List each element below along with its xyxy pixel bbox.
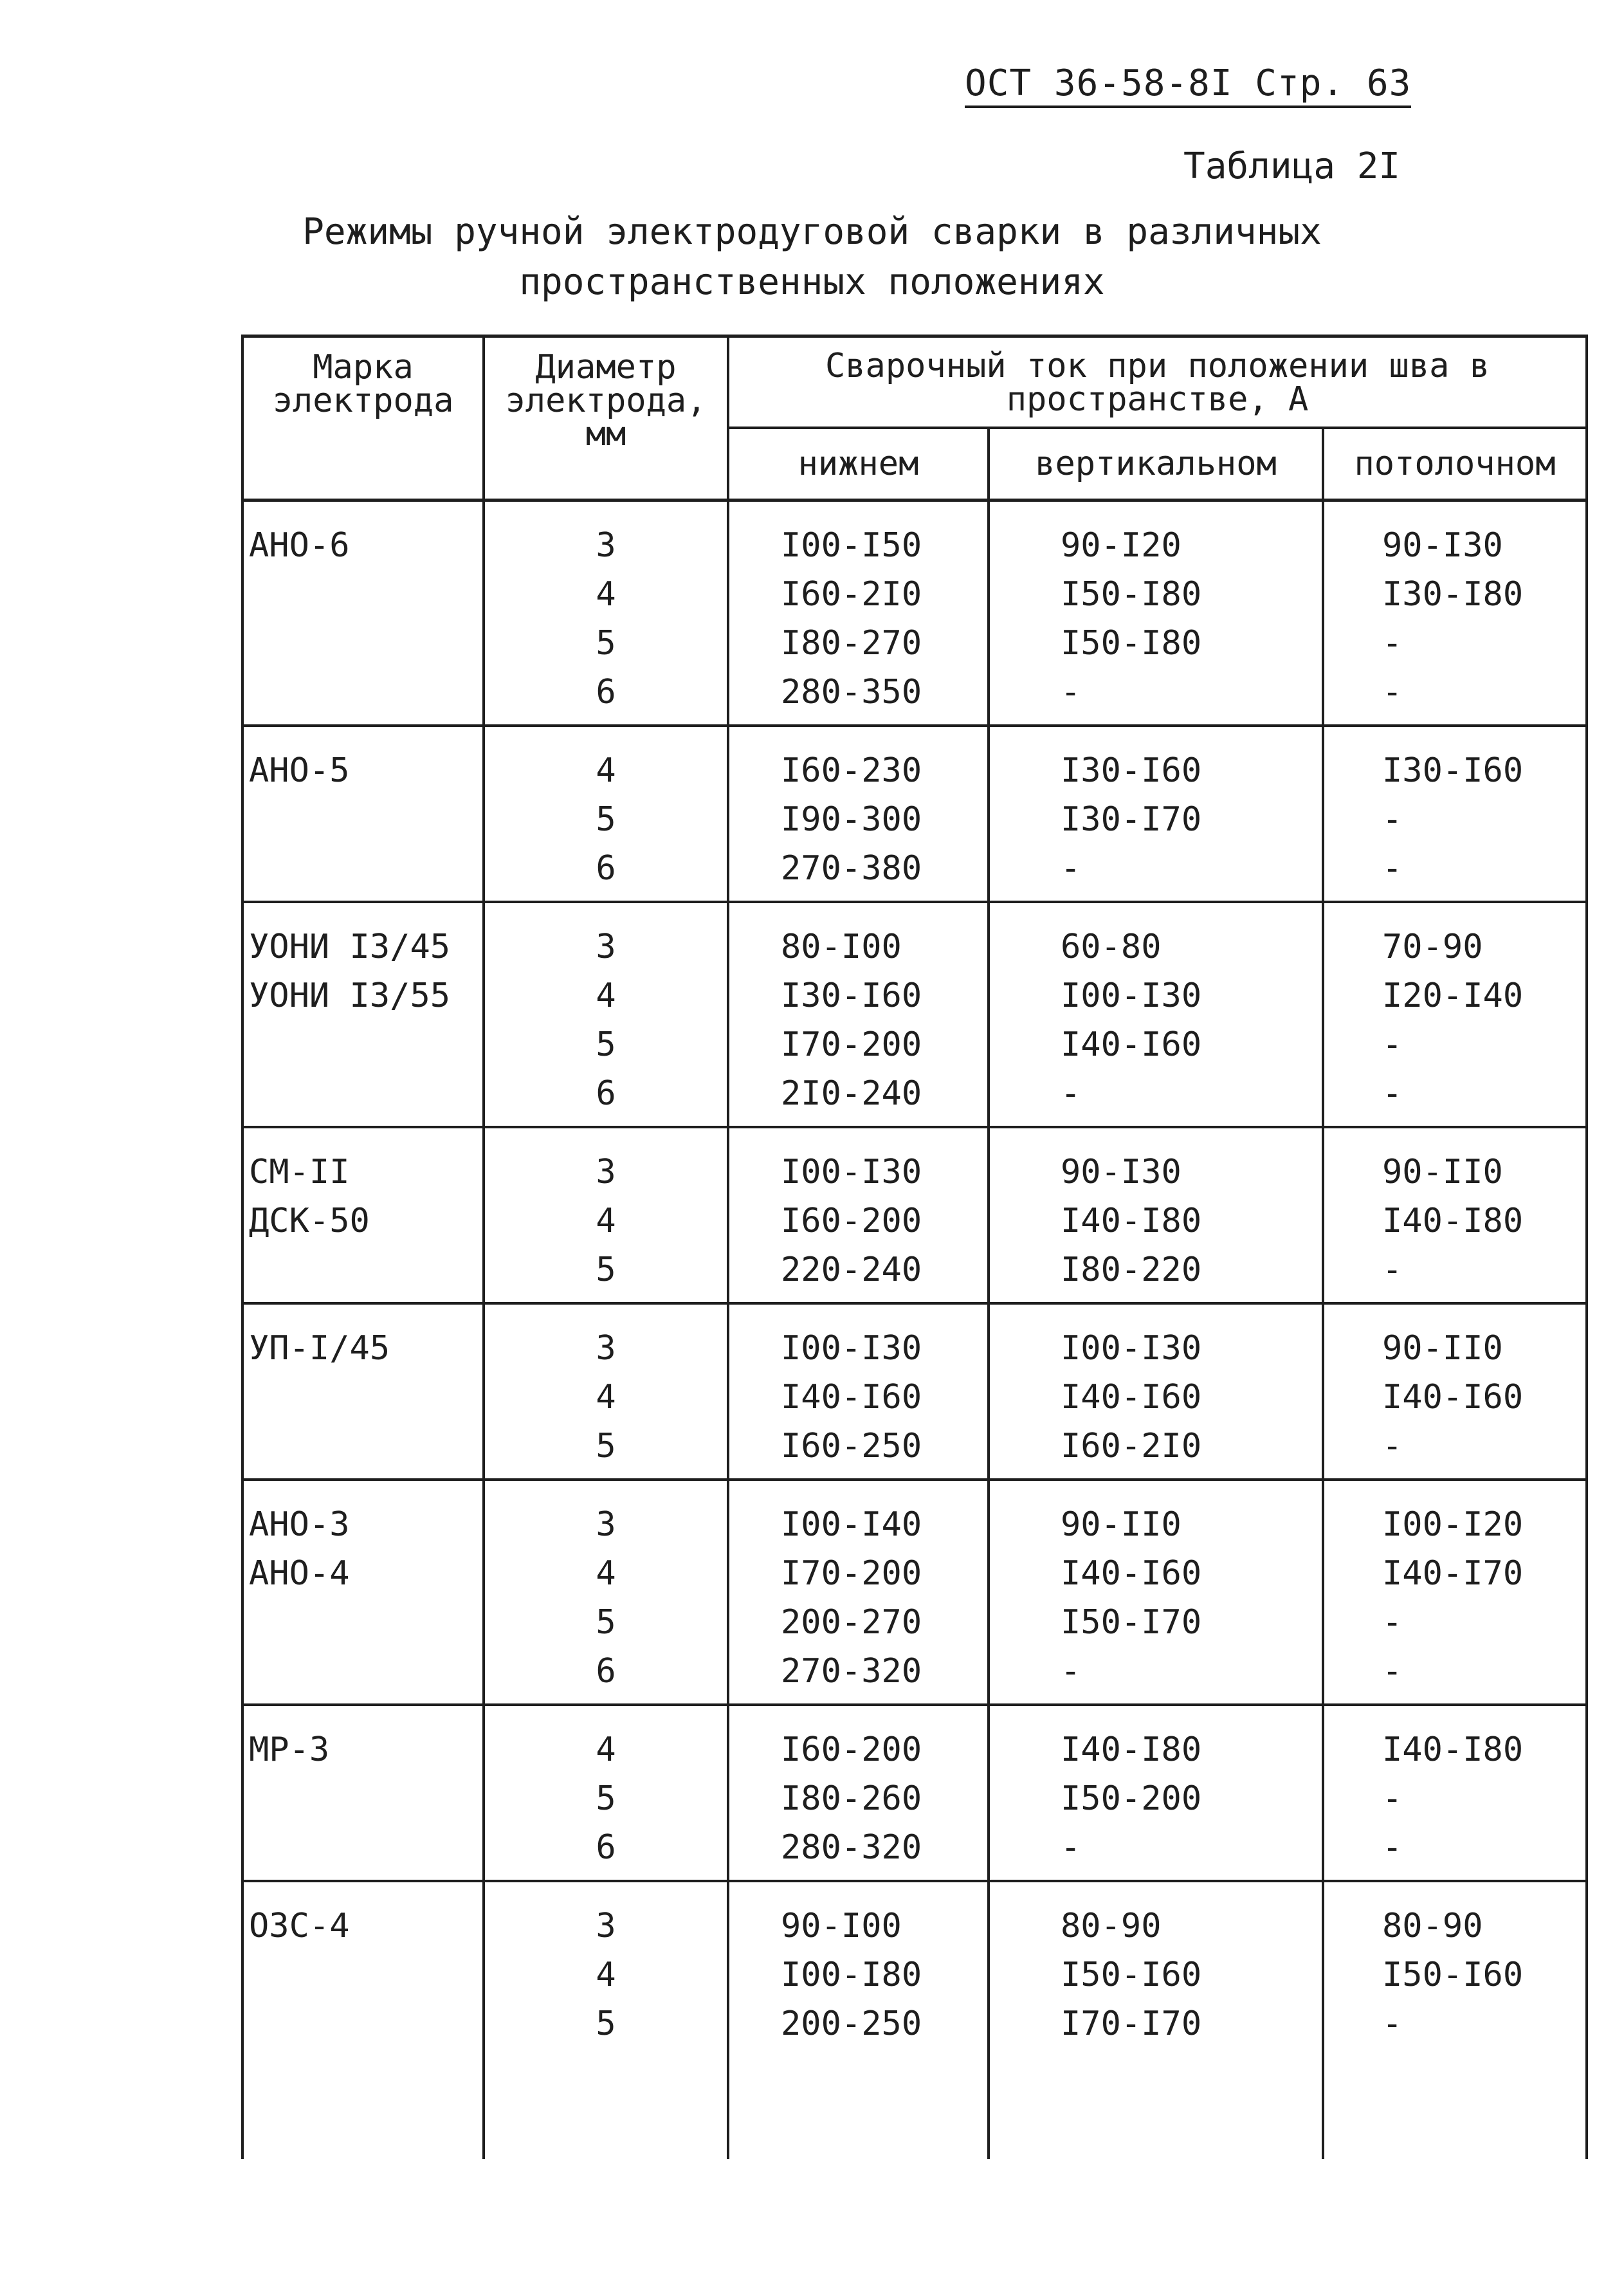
diameter-value: 3 (596, 1907, 616, 1945)
current-lower-cell (728, 1705, 989, 1881)
table-title-line-2: пространственных положениях (519, 261, 1105, 303)
current-vertical-cell (989, 1480, 1323, 1705)
current-ceiling-value: I30-I60 (1382, 751, 1524, 790)
diameter-value: 3 (596, 928, 616, 966)
diameter-value: 3 (596, 526, 616, 565)
current-ceiling-value: - (1382, 673, 1403, 711)
current-lower-value: I00-I30 (781, 1153, 922, 1191)
diameter-value: 4 (596, 1554, 616, 1593)
table-row (242, 1705, 1587, 1881)
diameter-value: 5 (596, 800, 616, 839)
current-ceiling-value: I20-I40 (1382, 977, 1524, 1015)
column-header-electrode-mark: Марка электрода (242, 336, 484, 500)
electrode-mark-cell (242, 1303, 484, 1480)
current-ceiling-value: I50-I60 (1382, 1956, 1524, 1994)
current-lower-cell (728, 726, 989, 902)
current-vertical-value: - (1061, 1652, 1081, 1691)
current-vertical-value: I70-I70 (1061, 2005, 1202, 2043)
current-vertical-cell (989, 902, 1323, 1127)
current-ceiling-value: 80-90 (1382, 1907, 1483, 1945)
current-ceiling-cell (1323, 1303, 1587, 1480)
current-vertical-value: I00-I30 (1061, 977, 1202, 1015)
diameter-value: 5 (596, 2005, 616, 2043)
current-lower-cell (728, 1881, 989, 2056)
diameter-value: 5 (596, 624, 616, 663)
current-lower-value: 280-320 (781, 1828, 922, 1867)
current-lower-value: I40-I60 (781, 1378, 922, 1417)
diameter-value: 4 (596, 1202, 616, 1240)
diameter-cell (484, 1127, 728, 1303)
current-ceiling-cell (1323, 1705, 1587, 1881)
electrode-mark: УОНИ I3/45 (249, 928, 451, 966)
current-vertical-value: I60-2I0 (1061, 1427, 1202, 1465)
table-row (242, 902, 1587, 1127)
current-vertical-value: I50-I70 (1061, 1603, 1202, 1642)
current-vertical-value: I40-I80 (1061, 1730, 1202, 1769)
current-lower-value: 280-350 (781, 673, 922, 711)
current-vertical-value: I40-I60 (1061, 1378, 1202, 1417)
current-ceiling-value: - (1382, 1251, 1403, 1289)
column-header-lower: нижнем (728, 428, 989, 500)
current-vertical-value: - (1061, 673, 1081, 711)
current-vertical-value: I50-I80 (1061, 624, 1202, 663)
current-vertical-value: 90-I30 (1061, 1153, 1182, 1191)
diameter-value: 3 (596, 1153, 616, 1191)
current-ceiling-cell (1323, 1127, 1587, 1303)
current-vertical-value: - (1061, 1828, 1081, 1867)
current-ceiling-value: - (1382, 2005, 1403, 2043)
current-ceiling-value: I40-I80 (1382, 1202, 1524, 1240)
electrode-mark-cell (242, 1881, 484, 2056)
table-tail (242, 2056, 1587, 2159)
diameter-value: 5 (596, 1603, 616, 1642)
electrode-mark: АНО-6 (249, 526, 350, 565)
current-lower-cell (728, 1127, 989, 1303)
electrode-mark-cell (242, 902, 484, 1127)
current-lower-value: I60-200 (781, 1730, 922, 1769)
diameter-value: 5 (596, 1251, 616, 1289)
electrode-mark: ДСК-50 (249, 1202, 370, 1240)
diameter-value: 5 (596, 1779, 616, 1818)
current-lower-value: 220-240 (781, 1251, 922, 1289)
diameter-value: 4 (596, 1956, 616, 1994)
current-lower-value: 270-380 (781, 849, 922, 888)
current-lower-cell (728, 1480, 989, 1705)
welding-modes-table (241, 335, 1588, 2159)
current-vertical-cell (989, 1303, 1323, 1480)
diameter-value: 6 (596, 849, 616, 888)
table-title-line-1: Режимы ручной электродуговой сварки в различных (302, 211, 1322, 253)
current-lower-value: I60-2I0 (781, 575, 922, 614)
current-vertical-value: I50-I60 (1061, 1956, 1202, 1994)
current-ceiling-value: I30-I80 (1382, 575, 1524, 614)
column-header-welding-current: Сварочный ток при положении шва в пространстве, А (728, 336, 1587, 428)
table-row (242, 1480, 1587, 1705)
current-vertical-cell (989, 1705, 1323, 1881)
current-vertical-cell (989, 726, 1323, 902)
current-ceiling-cell (1323, 726, 1587, 902)
current-vertical-value: I40-I60 (1061, 1554, 1202, 1593)
current-ceiling-value: - (1382, 849, 1403, 888)
current-ceiling-value: - (1382, 624, 1403, 663)
electrode-mark-cell (242, 1705, 484, 1881)
electrode-mark: УП-I/45 (249, 1329, 390, 1368)
current-lower-value: I00-I30 (781, 1329, 922, 1368)
current-vertical-value: 90-I20 (1061, 526, 1182, 565)
current-vertical-value: 60-80 (1061, 928, 1162, 966)
current-vertical-value: I30-I60 (1061, 751, 1202, 790)
current-lower-value: I70-200 (781, 1025, 922, 1064)
diameter-value: 5 (596, 1025, 616, 1064)
current-vertical-value: - (1061, 1074, 1081, 1113)
table-body (242, 500, 1587, 2057)
diameter-value: 3 (596, 1329, 616, 1368)
table-row (242, 1127, 1587, 1303)
current-vertical-value: I40-I60 (1061, 1025, 1202, 1064)
current-ceiling-value: - (1382, 1427, 1403, 1465)
electrode-mark: АНО-4 (249, 1554, 350, 1593)
current-lower-value: I00-I40 (781, 1505, 922, 1544)
current-vertical-cell (989, 1127, 1323, 1303)
current-ceiling-value: I00-I20 (1382, 1505, 1524, 1544)
current-lower-value: I60-200 (781, 1202, 922, 1240)
diameter-value: 5 (596, 1427, 616, 1465)
diameter-cell (484, 726, 728, 902)
current-ceiling-value: - (1382, 1828, 1403, 1867)
current-ceiling-value: I40-I80 (1382, 1730, 1524, 1769)
electrode-mark: УОНИ I3/55 (249, 977, 451, 1015)
diameter-cell (484, 1303, 728, 1480)
column-header-vertical: вертикальном (989, 428, 1323, 500)
column-header-electrode-diameter: Диаметр электрода, мм (484, 336, 728, 500)
diameter-value: 6 (596, 1652, 616, 1691)
current-ceiling-value: I40-I60 (1382, 1378, 1524, 1417)
current-ceiling-value: 90-II0 (1382, 1153, 1503, 1191)
diameter-cell (484, 902, 728, 1127)
current-vertical-value: I50-200 (1061, 1779, 1202, 1818)
table-row (242, 1881, 1587, 2056)
current-lower-cell (728, 1303, 989, 1480)
document-reference-header: ОСТ 36-58-8I Стр. 63 (965, 63, 1411, 108)
current-lower-value: I00-I50 (781, 526, 922, 565)
current-lower-value: I80-260 (781, 1779, 922, 1818)
current-lower-value: I90-300 (781, 800, 922, 839)
current-ceiling-value: - (1382, 1779, 1403, 1818)
diameter-value: 4 (596, 751, 616, 790)
current-ceiling-cell (1323, 500, 1587, 726)
table-number-label: Таблица 2I (1183, 145, 1401, 187)
diameter-value: 4 (596, 977, 616, 1015)
current-lower-value: I00-I80 (781, 1956, 922, 1994)
current-ceiling-cell (1323, 1480, 1587, 1705)
current-vertical-value: 80-90 (1061, 1907, 1162, 1945)
diameter-value: 6 (596, 1828, 616, 1867)
current-lower-value: 200-270 (781, 1603, 922, 1642)
current-vertical-value: 90-II0 (1061, 1505, 1182, 1544)
current-vertical-value: I00-I30 (1061, 1329, 1202, 1368)
current-lower-value: 200-250 (781, 2005, 922, 2043)
diameter-value: 3 (596, 1505, 616, 1544)
electrode-mark: АНО-3 (249, 1505, 350, 1544)
current-lower-value: 270-320 (781, 1652, 922, 1691)
electrode-mark: ОЗС-4 (249, 1907, 350, 1945)
current-ceiling-value: 70-90 (1382, 928, 1483, 966)
current-lower-value: I30-I60 (781, 977, 922, 1015)
diameter-cell (484, 1705, 728, 1881)
current-ceiling-value: - (1382, 800, 1403, 839)
current-ceiling-value: - (1382, 1603, 1403, 1642)
table-row (242, 1303, 1587, 1480)
current-ceiling-value: - (1382, 1025, 1403, 1064)
diameter-value: 6 (596, 673, 616, 711)
current-vertical-value: I50-I80 (1061, 575, 1202, 614)
diameter-value: 4 (596, 575, 616, 614)
current-ceiling-value: - (1382, 1652, 1403, 1691)
electrode-mark-cell (242, 1480, 484, 1705)
diameter-value: 6 (596, 1074, 616, 1113)
current-lower-cell (728, 902, 989, 1127)
current-lower-value: 90-I00 (781, 1907, 902, 1945)
electrode-mark-cell (242, 500, 484, 726)
current-vertical-value: - (1061, 849, 1081, 888)
table-row (242, 500, 1587, 726)
current-vertical-value: I30-I70 (1061, 800, 1202, 839)
current-lower-value: 2I0-240 (781, 1074, 922, 1113)
current-vertical-value: I40-I80 (1061, 1202, 1202, 1240)
current-vertical-cell (989, 1881, 1323, 2056)
column-header-ceiling: потолочном (1323, 428, 1587, 500)
electrode-mark: МР-3 (249, 1730, 330, 1769)
electrode-mark-cell (242, 726, 484, 902)
table-row (242, 726, 1587, 902)
current-vertical-cell (989, 500, 1323, 726)
diameter-cell (484, 500, 728, 726)
diameter-value: 4 (596, 1378, 616, 1417)
current-lower-value: I60-230 (781, 751, 922, 790)
current-ceiling-cell (1323, 1881, 1587, 2056)
electrode-mark: СМ-II (249, 1153, 350, 1191)
current-ceiling-value: - (1382, 1074, 1403, 1113)
current-lower-value: 80-I00 (781, 928, 902, 966)
current-ceiling-value: 90-I30 (1382, 526, 1503, 565)
electrode-mark-cell (242, 1127, 484, 1303)
electrode-mark: АНО-5 (249, 751, 350, 790)
current-ceiling-value: I40-I70 (1382, 1554, 1524, 1593)
table-header (242, 336, 1587, 500)
current-lower-value: I70-200 (781, 1554, 922, 1593)
current-lower-value: I60-250 (781, 1427, 922, 1465)
current-lower-value: I80-270 (781, 624, 922, 663)
diameter-cell (484, 1881, 728, 2056)
diameter-value: 4 (596, 1730, 616, 1769)
current-ceiling-cell (1323, 902, 1587, 1127)
diameter-cell (484, 1480, 728, 1705)
current-ceiling-value: 90-II0 (1382, 1329, 1503, 1368)
current-vertical-value: I80-220 (1061, 1251, 1202, 1289)
current-lower-cell (728, 500, 989, 726)
